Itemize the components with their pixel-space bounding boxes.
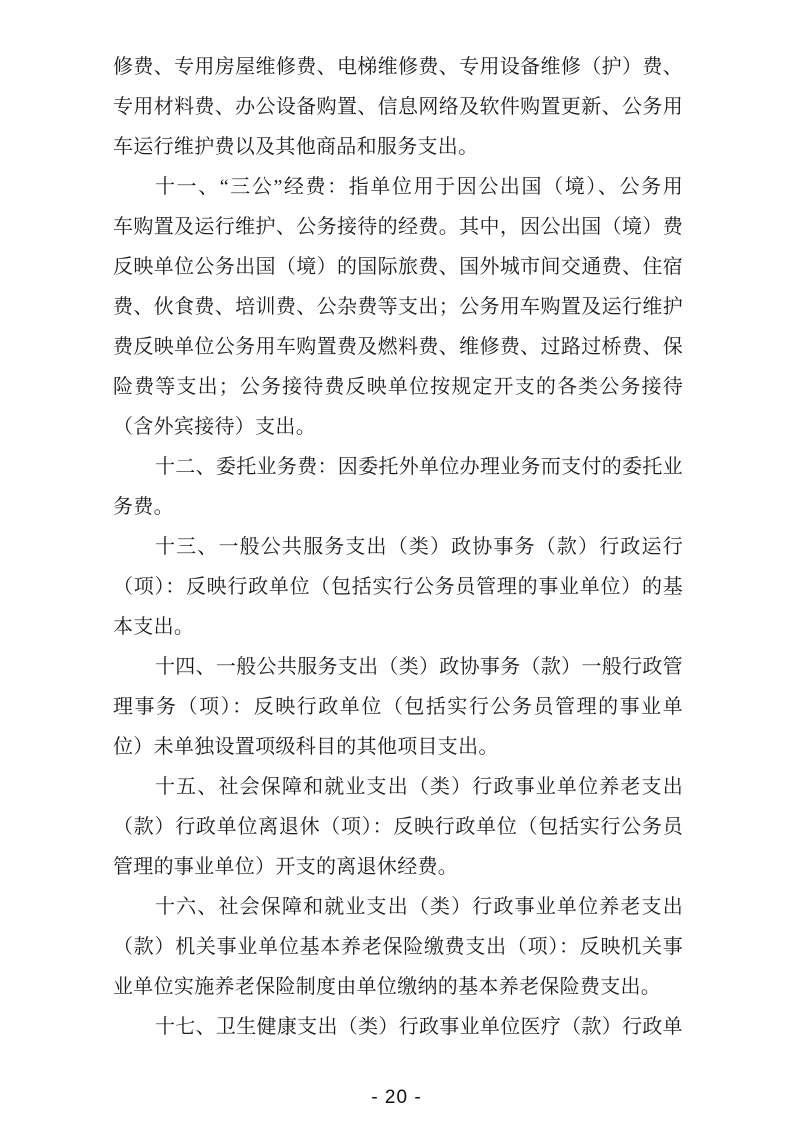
document-line: 车运行维护费以及其他商品和服务支出。 [113, 136, 479, 158]
para-item-13 [113, 527, 683, 647]
document-line: 十三、一般公共服务支出（类）政协事务（款）行政运行 [155, 536, 683, 558]
document-line: 业单位实施养老保险制度由单位缴纳的基本养老保险费支出。 [113, 976, 662, 998]
document-line: （款）行政单位离退休（项）：反映行政单位（包括实行公务员 [113, 816, 683, 838]
document-line: 专用材料费、办公设备购置、信息网络及软件购置更新、公务用 [113, 96, 683, 118]
document-line: 理事务（项）：反映行政单位（包括实行公务员管理的事业单 [113, 696, 683, 718]
document-line: 务费。 [113, 496, 174, 518]
para-item-16 [113, 887, 683, 1007]
para-continuation-item-10 [113, 47, 683, 167]
document-line: （款）机关事业单位基本养老保险缴费支出（项）：反映机关事 [113, 936, 683, 958]
document-line: 反映单位公务出国（境）的国际旅费、国外城市间交通费、住宿 [113, 256, 683, 278]
document-line: 管理的事业单位）开支的离退休经费。 [113, 856, 459, 878]
para-item-17 [113, 1007, 683, 1047]
para-item-11 [113, 167, 683, 447]
document-line: 险费等支出；公务接待费反映单位按规定开支的各类公务接待 [113, 376, 683, 398]
document-line: 本支出。 [113, 616, 195, 638]
document-line: 费、伙食费、培训费、公杂费等支出；公务用车购置及运行维护 [113, 296, 683, 318]
document-line: 车购置及运行维护、公务接待的经费。其中，因公出国（境）费 [113, 216, 683, 238]
document-line: 修费、专用房屋维修费、电梯维修费、专用设备维修（护）费、 [113, 56, 683, 78]
document-line: 十六、社会保障和就业支出（类）行政事业单位养老支出 [155, 896, 683, 918]
para-item-12 [113, 447, 683, 527]
document-line: 十七、卫生健康支出（类）行政事业单位医疗（款）行政单 [155, 1016, 683, 1038]
document-line: 十一、“三公”经费：指单位用于因公出国（境）、公务用 [155, 176, 683, 198]
page-number: - 20 - [371, 1087, 422, 1108]
document-line: 十五、社会保障和就业支出（类）行政事业单位养老支出 [155, 776, 683, 798]
document-line: （含外宾接待）支出。 [113, 416, 316, 438]
document-line: 位）未单独设置项级科目的其他项目支出。 [113, 736, 499, 758]
document-line: 十二、委托业务费：因委托外单位办理业务而支付的委托业 [155, 456, 683, 478]
para-item-15 [113, 767, 683, 887]
document-line: 十四、一般公共服务支出（类）政协事务（款）一般行政管 [155, 656, 683, 678]
para-item-14 [113, 647, 683, 767]
document-line: （项）：反映行政单位（包括实行公务员管理的事业单位）的基 [113, 576, 683, 598]
document-line: 费反映单位公务用车购置费及燃料费、维修费、过路过桥费、保 [113, 336, 683, 358]
document-body [113, 47, 683, 1047]
